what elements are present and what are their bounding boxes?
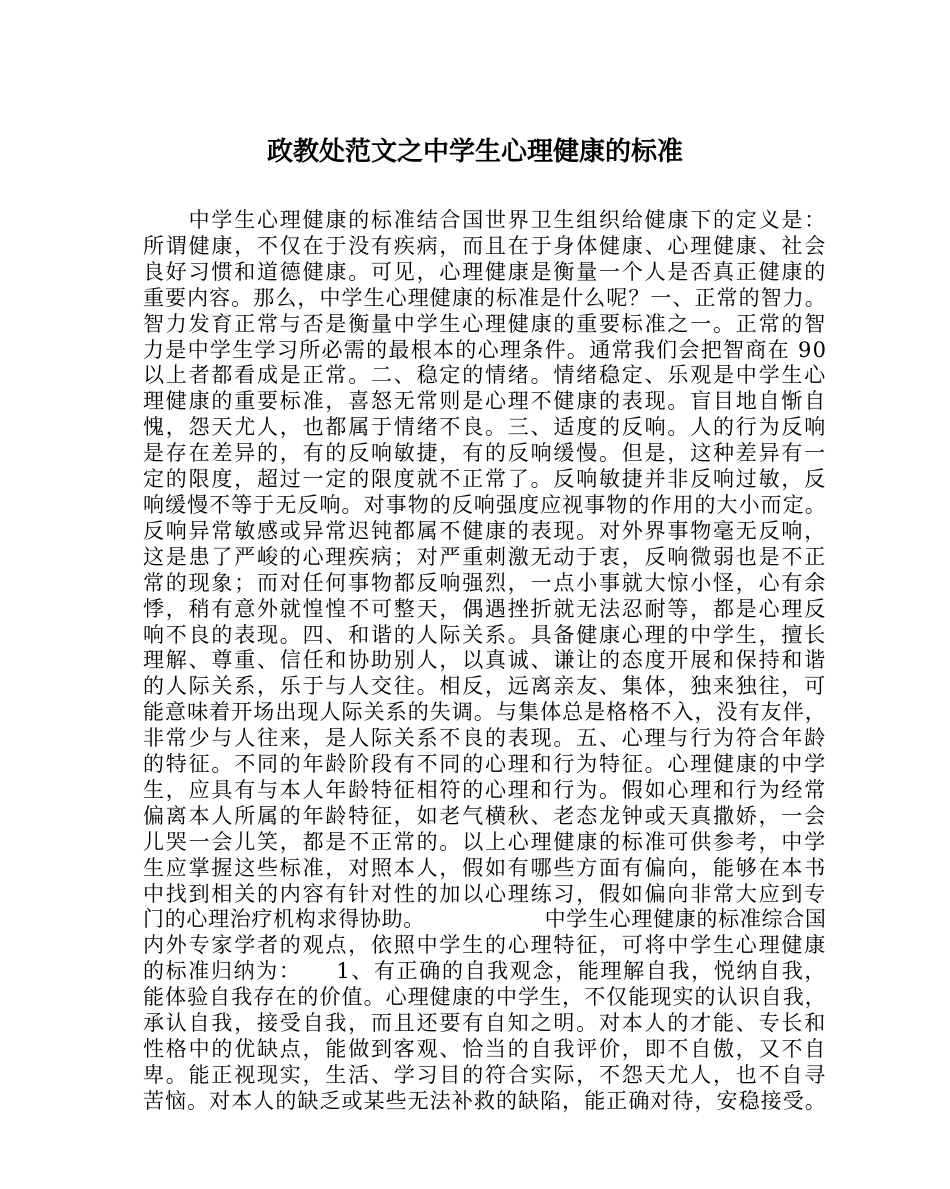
paragraph-line: 定的限度，超过一定的限度就不正常了。反响敏捷并非反响过敏，反 bbox=[143, 467, 827, 492]
paragraph-line: 的特征。不同的年龄阶段有不同的心理和行为特征。心理健康的中学 bbox=[143, 752, 827, 777]
paragraph-line: 愧，怨天尤人，也都属于情绪不良。三、适度的反响。人的行为反响 bbox=[143, 415, 827, 440]
document-body bbox=[143, 208, 827, 1115]
paragraph-line: 中学生心理健康的标准结合国世界卫生组织给健康下的定义是： bbox=[143, 208, 827, 232]
paragraph-line: 是存在差异的，有的反响敏捷，有的反响缓慢。但是，这种差异有一 bbox=[143, 441, 827, 466]
paragraph-line: 偏离本人所属的年龄特征，如老气横秋、老态龙钟或天真撒娇，一会 bbox=[143, 803, 827, 828]
paragraph-line: 重要内容。那么，中学生心理健康的标准是什么呢？一、正常的智力。 bbox=[143, 285, 827, 310]
paragraph-line: 生，应具有与本人年龄特征相符的心理和行为。假如心理和行为经常 bbox=[143, 777, 827, 802]
paragraph-line: 响不良的表现。四、和谐的人际关系。具备健康心理的中学生，擅长 bbox=[143, 622, 827, 647]
paragraph-line: 承认自我，接受自我，而且还要有自知之明。对本人的才能、专长和 bbox=[143, 1011, 827, 1036]
paragraph-line: 以上者都看成是正常。二、稳定的情绪。情绪稳定、乐观是中学生心 bbox=[143, 363, 827, 388]
paragraph-line: 的标准归纳为： 1、有正确的自我观念，能理解自我，悦纳自我， bbox=[143, 959, 827, 984]
paragraph-line: 非常少与人往来，是人际关系不良的表现。五、心理与行为符合年龄 bbox=[143, 726, 827, 751]
paragraph-line: 卑。能正视现实，生活、学习目的符合实际，不怨天尤人，也不自寻 bbox=[143, 1062, 827, 1087]
paragraph-line: 所谓健康，不仅在于没有疾病，而且在于身体健康、心理健康、社会 bbox=[143, 233, 827, 258]
paragraph-line: 力是中学生学习所必需的最根本的心理条件。通常我们会把智商在 90 bbox=[143, 337, 827, 362]
paragraph-line: 响缓慢不等于无反响。对事物的反响强度应视事物的作用的大小而定。 bbox=[143, 492, 827, 517]
document-title: 政教处范文之中学生心理健康的标准 bbox=[266, 137, 683, 167]
paragraph-line: 这是患了严峻的心理疾病；对严重刺激无动于衷，反响微弱也是不正 bbox=[143, 544, 827, 569]
paragraph-line: 悸，稍有意外就惶惶不可整天，偶遇挫折就无法忍耐等，都是心理反 bbox=[143, 596, 827, 621]
paragraph-line: 门的心理治疗机构求得协助。 中学生心理健康的标准综合国 bbox=[143, 907, 827, 932]
paragraph-line: 内外专家学者的观点，依照中学生的心理特征，可将中学生心理健康 bbox=[143, 933, 827, 958]
paragraph-line: 理解、尊重、信任和协助别人，以真诚、谦让的态度开展和保持和谐 bbox=[143, 648, 827, 673]
paragraph-line: 性格中的优缺点，能做到客观、恰当的自我评价，即不自傲，又不自 bbox=[143, 1037, 827, 1061]
paragraph-line: 苦恼。对本人的缺乏或某些无法补救的缺陷，能正确对待，安稳接受。 bbox=[143, 1088, 827, 1113]
paragraph-line: 常的现象；而对任何事物都反响强烈，一点小事就大惊小怪，心有余 bbox=[143, 570, 827, 595]
paragraph-line: 理健康的重要标准，喜怒无常则是心理不健康的表现。盲目地自惭自 bbox=[143, 389, 827, 414]
paragraph-line: 的人际关系，乐于与人交往。相反，远离亲友、集体，独来独往，可 bbox=[143, 674, 827, 699]
paragraph-line: 生应掌握这些标准，对照本人，假如有哪些方面有偏向，能够在本书 bbox=[143, 855, 827, 880]
paragraph-line: 反响异常敏感或异常迟钝都属不健康的表现。对外界事物毫无反响， bbox=[143, 518, 827, 543]
paragraph-line: 良好习惯和道德健康。可见，心理健康是衡量一个人是否真正健康的 bbox=[143, 259, 827, 284]
paragraph-line: 能体验自我存在的价值。心理健康的中学生，不仅能现实的认识自我， bbox=[143, 985, 827, 1010]
paragraph-line: 智力发育正常与否是衡量中学生心理健康的重要标准之一。正常的智 bbox=[143, 311, 827, 336]
paragraph-line: 儿哭一会儿笑，都是不正常的。以上心理健康的标准可供参考，中学 bbox=[143, 829, 827, 854]
paragraph-line: 能意味着开场出现人际关系的失调。与集体总是格格不入，没有友伴， bbox=[143, 700, 827, 725]
paragraph-line: 中找到相关的内容有针对性的加以心理练习，假如偏向非常大应到专 bbox=[143, 881, 827, 906]
